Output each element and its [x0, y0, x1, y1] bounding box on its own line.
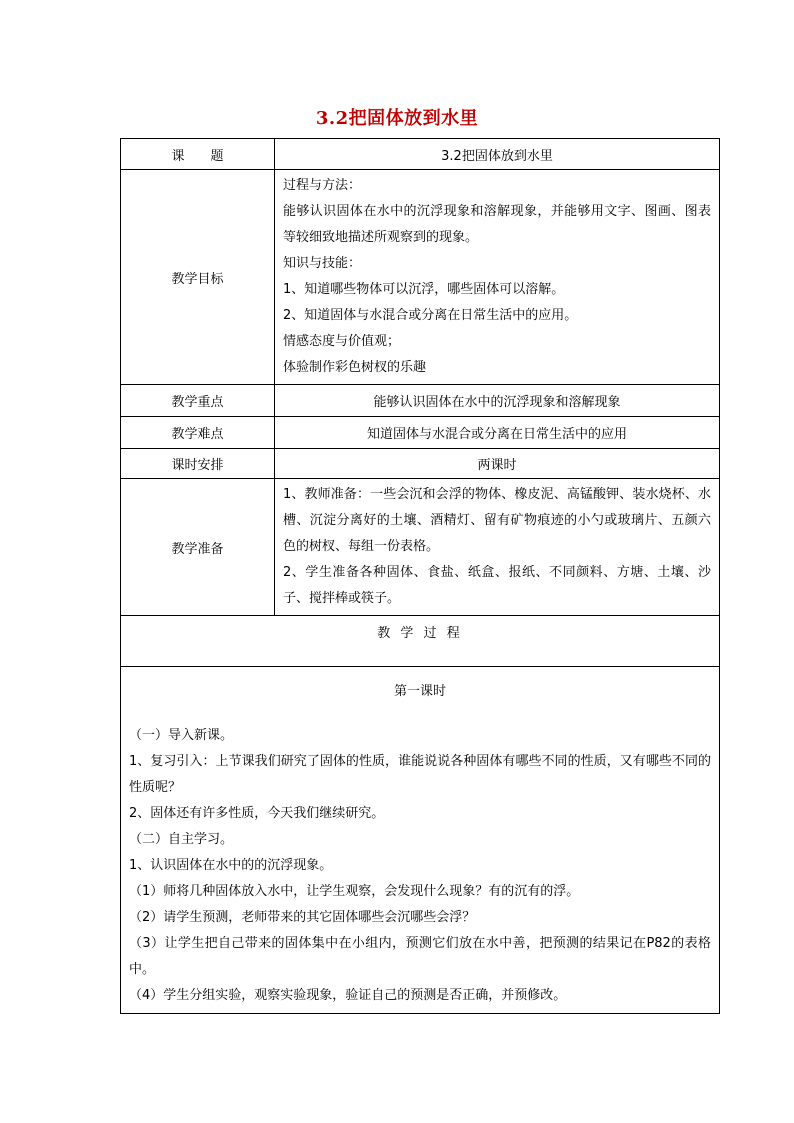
process-line: （1）师将几种固体放入水中，让学生观察，会发现什么现象？有的沉有的浮。 — [129, 884, 580, 899]
schedule-label: 课时安排 — [121, 449, 275, 479]
lesson-title: 第一课时 — [393, 684, 446, 699]
topic-row — [121, 139, 720, 170]
goals-row — [121, 170, 720, 385]
topic-label: 课 题 — [121, 139, 275, 170]
schedule-value: 两课时 — [275, 449, 720, 479]
goals-line: 能够认识固体在水中的沉浮现象和溶解现象，并能够用文字、图画、图表等较细致地描述所观察到的现象。 — [283, 204, 711, 245]
process-line: 1、复习引入：上节课我们研究了固体的性质，谁能说说各种固体有哪些不同的性质，又有哪些不同的性质呢？ — [129, 754, 711, 795]
preparation-line: 1、教师准备：一些会沉和会浮的物体、橡皮泥、高锰酸钾、装水烧杯、水槽、沉淀分离好的土壤、酒精灯、留有矿物痕迹的小勺或玻璃片、五颜六色的树杈、每组一份表格。 — [283, 487, 711, 554]
goals-line: 1、知道哪些物体可以沉浮，哪些固体可以溶解。 — [283, 282, 565, 297]
process-content — [121, 667, 720, 1014]
goals-line: 知识与技能： — [283, 256, 362, 271]
document-title: 3.2把固体放到水里 — [315, 108, 479, 129]
process-line: （一）导入新课。 — [129, 728, 234, 743]
process-header: 教 学 过 程 — [121, 616, 720, 667]
topic-value: 3.2把固体放到水里 — [275, 139, 720, 170]
goals-label: 教学目标 — [121, 170, 275, 385]
preparation-content — [275, 479, 720, 616]
process-header-row — [121, 616, 720, 667]
process-line: （3）让学生把自己带来的固体集中在小组内，预测它们放在水中善，把预测的结果记在P82的表格中。 — [129, 936, 711, 977]
preparation-label: 教学准备 — [121, 479, 275, 616]
key-point-value: 能够认识固体在水中的沉浮现象和溶解现象 — [275, 385, 720, 417]
process-line: （2）请学生预测，老师带来的其它固体哪些会沉哪些会浮？ — [129, 910, 476, 925]
process-line: （4）学生分组实验，观察实验现象，验证自己的预测是否正确，并预修改。 — [129, 988, 567, 1003]
schedule-row — [121, 449, 720, 479]
process-row — [121, 667, 720, 1014]
goals-content — [275, 170, 720, 385]
goals-line: 2、知道固体与水混合或分离在日常生活中的应用。 — [283, 308, 578, 323]
difficulty-label: 教学难点 — [121, 417, 275, 449]
key-point-label: 教学重点 — [121, 385, 275, 417]
process-line: （二）自主学习。 — [129, 832, 234, 847]
difficulty-value: 知道固体与水混合或分离在日常生活中的应用 — [275, 417, 720, 449]
preparation-line: 2、学生准备各种固体、食盐、纸盒、报纸、不同颜料、方塘、土壤、沙子、搅拌棒或筷子。 — [283, 565, 711, 606]
goals-line: 体验制作彩色树杈的乐趣 — [283, 360, 427, 375]
goals-line: 情感态度与价值观； — [283, 334, 401, 349]
lesson-plan-table — [120, 138, 720, 1014]
key-point-row — [121, 385, 720, 417]
preparation-row — [121, 479, 720, 616]
process-line: 2、固体还有许多性质，今天我们继续研究。 — [129, 806, 385, 821]
goals-line: 过程与方法： — [283, 178, 362, 193]
difficulty-row — [121, 417, 720, 449]
process-line: 1、认识固体在水中的的沉浮现象。 — [129, 858, 333, 873]
